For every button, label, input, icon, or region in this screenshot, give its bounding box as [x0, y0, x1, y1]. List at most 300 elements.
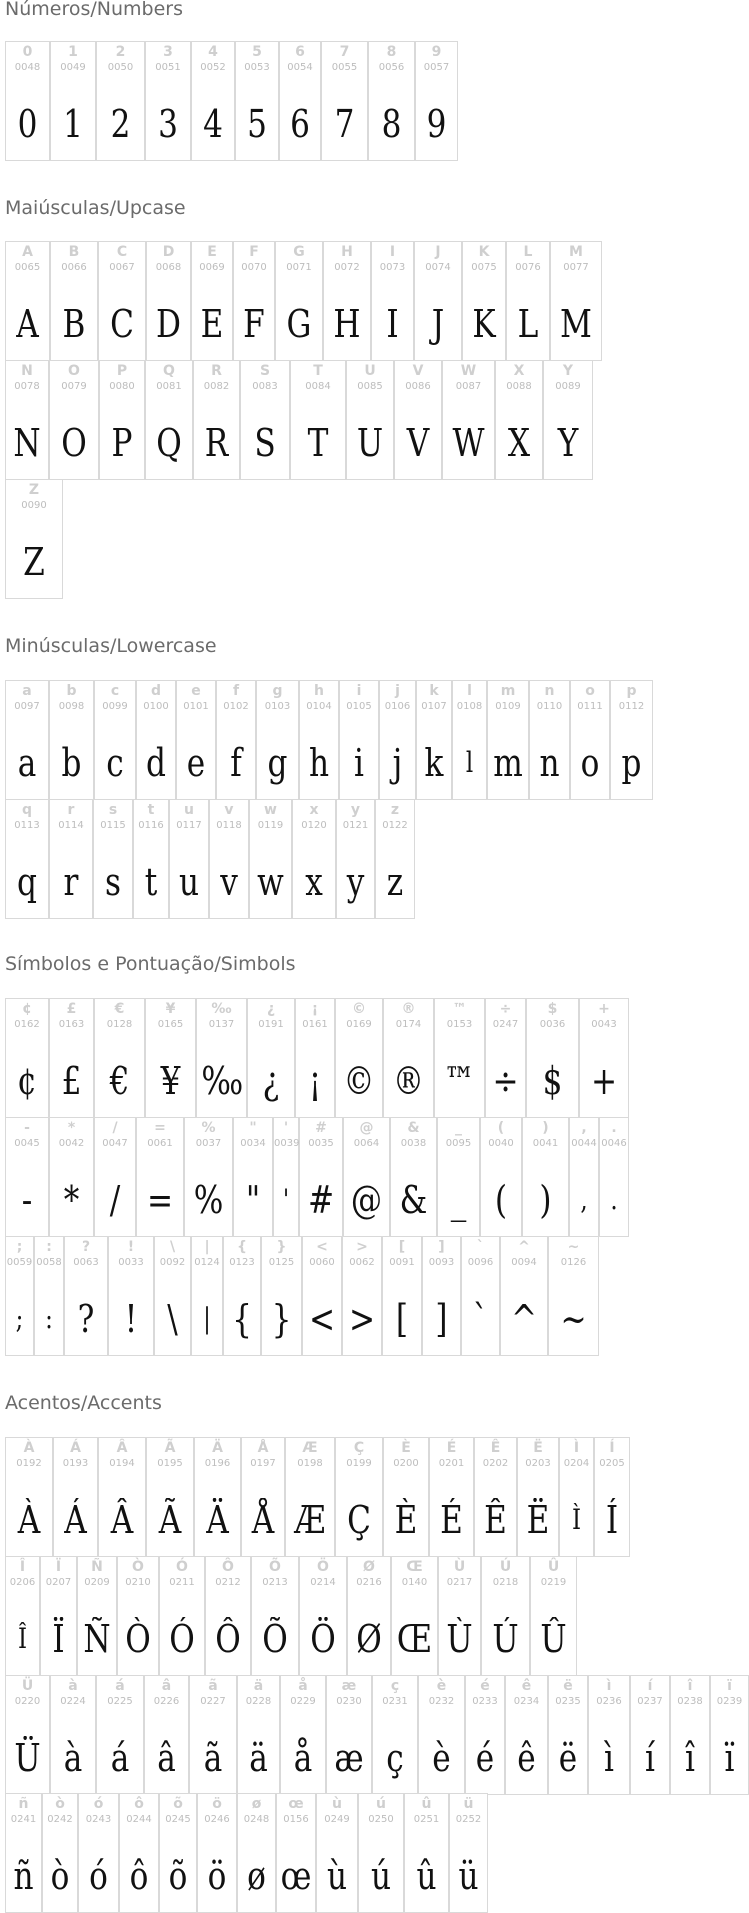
glyph-sample: ™: [443, 1059, 476, 1103]
glyph-cell: [335, 998, 383, 1118]
glyph-sample: k: [424, 741, 444, 785]
glyph-code: 0225: [107, 1696, 133, 1707]
glyph-cell: [94, 998, 145, 1118]
glyph-code: 0198: [297, 1458, 323, 1469]
glyph-code: 0091: [389, 1257, 415, 1268]
glyph-code: 0112: [618, 701, 645, 712]
glyph-code: 0084: [305, 381, 331, 392]
glyph-cell: [372, 1675, 418, 1795]
glyph-cell: [145, 41, 191, 161]
glyph-sample: â: [157, 1736, 176, 1780]
glyph-sample: Ä: [206, 1498, 229, 1542]
glyph-sample: 3: [158, 102, 178, 146]
glyph-label: I: [389, 244, 396, 260]
glyph-code: 0119: [257, 820, 284, 831]
glyph-cell: [358, 1793, 404, 1913]
glyph-cell: [505, 1675, 548, 1795]
glyph-sample: #: [307, 1178, 335, 1222]
glyph-sample: Ï: [52, 1617, 65, 1661]
glyph-cell: [98, 241, 146, 361]
glyph-label: %: [201, 1120, 216, 1136]
glyph-sample: Ö: [310, 1617, 336, 1661]
glyph-label: Ì: [573, 1440, 580, 1456]
glyph-label: è: [436, 1678, 447, 1694]
glyph-cell: [500, 1236, 548, 1356]
glyph-cell: [49, 799, 93, 919]
glyph-label: œ: [288, 1796, 304, 1812]
glyph-label: à: [68, 1678, 78, 1694]
glyph-label: Ú: [499, 1559, 512, 1575]
glyph-sample: {: [232, 1297, 252, 1341]
glyph-cell: [438, 1556, 481, 1676]
section-title: Acentos/Accents: [5, 1392, 162, 1414]
glyph-code: 0239: [716, 1696, 743, 1707]
glyph-sample: Â: [110, 1498, 134, 1542]
glyph-cell: [133, 799, 169, 919]
glyph-cell: [485, 998, 526, 1118]
glyph-code: 0128: [106, 1019, 133, 1030]
glyph-sample: B: [62, 302, 86, 346]
glyph-label: Æ: [302, 1440, 318, 1456]
glyph-sample: ~: [560, 1297, 587, 1341]
glyph-sample: Z: [23, 540, 45, 584]
glyph-cell: [275, 241, 323, 361]
glyph-label: p: [626, 683, 637, 699]
glyph-sample: /: [109, 1178, 121, 1222]
glyph-label: Q: [163, 363, 175, 379]
glyph-code: 0218: [492, 1577, 519, 1588]
glyph-code: 0213: [262, 1577, 288, 1588]
glyph-cell: [416, 680, 452, 800]
glyph-code: 0194: [109, 1458, 135, 1469]
glyph-sample: 2: [110, 102, 131, 146]
glyph-sample: ": [245, 1178, 261, 1222]
glyph-sample: @: [350, 1178, 383, 1222]
glyph-sample: ó: [89, 1854, 108, 1898]
glyph-sample: Ë: [526, 1498, 550, 1542]
glyph-sample: w: [257, 860, 284, 904]
glyph-cell: [290, 360, 346, 480]
glyph-code: 0205: [599, 1458, 625, 1469]
glyph-cell: [506, 241, 550, 361]
glyph-sample: _: [450, 1178, 467, 1222]
glyph-label: Á: [70, 1440, 81, 1456]
glyph-cell: [5, 1236, 34, 1356]
glyph-cell: [550, 241, 602, 361]
glyph-code: 0121: [342, 820, 369, 831]
glyph-cell: [570, 680, 610, 800]
glyph-cell: [237, 1675, 280, 1795]
glyph-sample: \: [167, 1297, 178, 1341]
glyph-code: 0088: [506, 381, 532, 392]
glyph-sample: å: [293, 1736, 313, 1780]
glyph-cell: [136, 1117, 184, 1237]
glyph-code: 0110: [536, 701, 563, 712]
glyph-sample: ø: [247, 1854, 266, 1898]
glyph-label: ì: [606, 1678, 612, 1694]
glyph-sample: Ç: [347, 1498, 371, 1542]
glyph-code: 0035: [308, 1138, 334, 1149]
glyph-sample: p: [621, 741, 642, 785]
glyph-code: 0090: [21, 500, 47, 511]
glyph-code: 0054: [287, 62, 313, 73]
glyph-sample: z: [386, 860, 404, 904]
glyph-cell: [5, 998, 49, 1118]
glyph-label: -: [24, 1120, 30, 1136]
glyph-cell: [94, 1117, 136, 1237]
glyph-code: 0201: [438, 1458, 465, 1469]
glyph-code: 0033: [118, 1257, 144, 1268]
glyph-cell: [34, 1236, 64, 1356]
glyph-code: 0073: [379, 262, 406, 273]
glyph-sample: .: [610, 1183, 618, 1216]
glyph-code: 0224: [60, 1696, 86, 1707]
glyph-sample: õ: [168, 1854, 188, 1898]
glyph-cell: [452, 680, 487, 800]
glyph-cell: [280, 1675, 326, 1795]
glyph-sample: Œ: [396, 1617, 433, 1661]
glyph-code: 0120: [301, 820, 327, 831]
glyph-cell: [462, 241, 506, 361]
glyph-sample: È: [394, 1498, 418, 1542]
glyph-code: 0038: [400, 1138, 427, 1149]
glyph-sample: m: [493, 741, 523, 785]
glyph-cell: [197, 1793, 237, 1913]
glyph-label: R: [211, 363, 222, 379]
glyph-code: 0055: [331, 62, 358, 73]
glyph-sample: Q: [156, 421, 182, 465]
glyph-label: À: [23, 1440, 35, 1456]
glyph-cell: [434, 998, 485, 1118]
glyph-code: 0093: [428, 1257, 455, 1268]
glyph-cell: [437, 1117, 480, 1237]
glyph-code: 0252: [455, 1814, 482, 1825]
glyph-label: E: [207, 244, 217, 260]
glyph-cell: [5, 1556, 40, 1676]
glyph-label: É: [446, 1440, 457, 1456]
glyph-label: ó: [93, 1796, 104, 1812]
glyph-cell: [93, 799, 133, 919]
glyph-label: ]: [438, 1239, 445, 1255]
glyph-cell: [235, 41, 279, 161]
glyph-code: 0214: [310, 1577, 336, 1588]
glyph-code: 0062: [349, 1257, 375, 1268]
glyph-sample: G: [286, 302, 312, 346]
glyph-cell: [50, 41, 96, 161]
glyph-label: {: [237, 1239, 247, 1255]
glyph-label: ,: [581, 1120, 587, 1136]
glyph-code: 0053: [244, 62, 270, 73]
glyph-code: 0051: [155, 62, 181, 73]
glyph-code: 0230: [336, 1696, 362, 1707]
glyph-code: 0153: [446, 1019, 473, 1030]
glyph-cell: [78, 1793, 119, 1913]
glyph-sample: Í: [605, 1498, 619, 1542]
glyph-code: 0058: [36, 1257, 62, 1268]
glyph-cell: [196, 998, 247, 1118]
glyph-cell: [98, 1437, 146, 1557]
glyph-sample: :: [45, 1302, 53, 1335]
glyph-label: j: [395, 683, 400, 699]
glyph-label: 0: [22, 44, 33, 60]
glyph-sample: Ñ: [83, 1617, 111, 1661]
glyph-code: 0047: [102, 1138, 128, 1149]
glyph-label: L: [523, 244, 533, 260]
glyph-code: 0075: [471, 262, 497, 273]
glyph-cell: [391, 1556, 438, 1676]
glyph-code: 0231: [382, 1696, 408, 1707]
glyph-code: 0217: [446, 1577, 473, 1588]
glyph-cell: [194, 1437, 241, 1557]
glyph-code: 0067: [109, 262, 135, 273]
glyph-code: 0245: [165, 1814, 191, 1825]
glyph-sample: 7: [334, 102, 355, 146]
glyph-label: c: [110, 683, 120, 699]
glyph-label: Z: [28, 482, 40, 498]
glyph-label: >: [356, 1239, 368, 1255]
glyph-sample: 6: [290, 102, 310, 146]
glyph-sample: d: [146, 741, 166, 785]
glyph-cell: [326, 1675, 372, 1795]
glyph-cell: [249, 799, 292, 919]
glyph-cell: [543, 360, 593, 480]
glyph-label: C: [116, 244, 128, 260]
glyph-sample: =: [146, 1178, 174, 1222]
glyph-cell: [191, 241, 233, 361]
glyph-sample: 4: [203, 102, 223, 146]
glyph-cell: [336, 799, 375, 919]
glyph-cell: [339, 680, 379, 800]
glyph-cell: [276, 1793, 316, 1913]
glyph-code: 0101: [183, 701, 209, 712]
glyph-label: h: [314, 683, 324, 699]
glyph-cell: [40, 1556, 77, 1676]
glyph-code: 0235: [555, 1696, 581, 1707]
glyph-sample: E: [200, 302, 224, 346]
glyph-code: 0118: [216, 820, 242, 831]
glyph-cell: [146, 241, 191, 361]
glyph-code: 0081: [156, 381, 182, 392]
glyph-label: é: [480, 1678, 490, 1694]
glyph-code: 0086: [405, 381, 431, 392]
glyph-sample: ©: [343, 1059, 375, 1103]
glyph-sample: ä: [249, 1736, 268, 1780]
glyph-sample: (: [494, 1178, 508, 1222]
glyph-code: 0216: [356, 1577, 382, 1588]
glyph-cell: [49, 680, 94, 800]
glyph-label: Ï: [55, 1559, 62, 1575]
glyph-sample: ê: [517, 1736, 536, 1780]
glyph-code: 0103: [264, 701, 291, 712]
glyph-sample: ?: [77, 1297, 95, 1341]
glyph-label: a: [22, 683, 32, 699]
glyph-cell: [371, 241, 414, 361]
glyph-sample: x: [305, 860, 323, 904]
glyph-label: P: [116, 363, 128, 379]
glyph-label: Û: [547, 1559, 560, 1575]
glyph-sample: I: [386, 302, 399, 346]
glyph-code: 0077: [563, 262, 589, 273]
glyph-cell: [64, 1236, 108, 1356]
glyph-label: Ô: [222, 1559, 234, 1575]
glyph-code: 0228: [245, 1696, 272, 1707]
glyph-code: 0056: [378, 62, 405, 73]
glyph-sample: ï: [724, 1736, 735, 1780]
glyph-sample: l: [465, 746, 474, 779]
glyph-code: 0115: [100, 820, 126, 831]
glyph-label: È: [401, 1440, 411, 1456]
glyph-sample: û: [416, 1854, 437, 1898]
glyph-cell: [442, 360, 495, 480]
glyph-sample: 8: [381, 102, 402, 146]
glyph-cell: [99, 360, 145, 480]
glyph-code: 0074: [425, 262, 451, 273]
glyph-label: ú: [376, 1796, 386, 1812]
glyph-cell: [5, 241, 50, 361]
glyph-code: 0087: [455, 381, 482, 392]
glyph-sample: H: [333, 302, 361, 346]
glyph-cell: [5, 479, 63, 599]
glyph-label: £: [66, 1001, 77, 1017]
glyph-cell: [145, 998, 196, 1118]
glyph-cell: [193, 360, 240, 480]
glyph-cell: [5, 680, 49, 800]
glyph-label: k: [429, 683, 439, 699]
glyph-cell: [335, 1437, 383, 1557]
glyph-code: 0069: [199, 262, 225, 273]
glyph-cell: [50, 241, 98, 361]
glyph-label: 7: [339, 44, 350, 60]
glyph-sample: ã: [203, 1736, 223, 1780]
glyph-code: 0082: [203, 381, 230, 392]
glyph-label: ç: [390, 1678, 400, 1694]
glyph-cell: [404, 1793, 449, 1913]
glyph-cell: [241, 1437, 285, 1557]
glyph-sample: O: [61, 421, 87, 465]
glyph-code: 0232: [428, 1696, 455, 1707]
glyph-label: ¢: [22, 1001, 32, 1017]
glyph-sample: u: [178, 860, 200, 904]
glyph-label: o: [585, 683, 595, 699]
glyph-code: 0169: [346, 1019, 372, 1030]
glyph-code: 0156: [283, 1814, 309, 1825]
glyph-sample: Ù: [446, 1617, 473, 1661]
glyph-label: u: [184, 802, 194, 818]
glyph-code: 0076: [515, 262, 541, 273]
glyph-cell: [316, 1793, 358, 1913]
glyph-code: 0117: [176, 820, 202, 831]
glyph-cell: [529, 680, 570, 800]
glyph-cell: [273, 1117, 299, 1237]
glyph-sample: ]: [435, 1297, 448, 1341]
glyph-label: 8: [386, 44, 397, 60]
glyph-label: Ñ: [91, 1559, 103, 1575]
glyph-cell: [233, 241, 275, 361]
glyph-label: æ: [341, 1678, 357, 1694]
glyph-cell: [261, 1236, 302, 1356]
glyph-label: ^: [518, 1239, 530, 1255]
glyph-code: 0113: [14, 820, 40, 831]
glyph-code: 0197: [250, 1458, 276, 1469]
glyph-cell: [630, 1675, 670, 1795]
glyph-sample: ÷: [492, 1059, 519, 1103]
glyph-code: 0210: [125, 1577, 151, 1588]
glyph-code: 0242: [47, 1814, 73, 1825]
glyph-cell: [465, 1675, 505, 1795]
glyph-label: #: [315, 1120, 327, 1136]
glyph-label: i: [356, 683, 362, 699]
glyph-code: 0161: [302, 1019, 328, 1030]
glyph-code: 0251: [413, 1814, 440, 1825]
glyph-cell: [191, 1236, 223, 1356]
glyph-code: 0095: [445, 1138, 472, 1149]
glyph-code: 0196: [204, 1458, 231, 1469]
glyph-label: ï: [727, 1678, 732, 1694]
glyph-cell: [49, 998, 94, 1118]
glyph-sample: 5: [247, 102, 267, 146]
glyph-sample: ,: [580, 1183, 588, 1216]
glyph-cell: [50, 1675, 96, 1795]
glyph-cell: [347, 1556, 391, 1676]
glyph-code: 0116: [138, 820, 164, 831]
glyph-label: @: [359, 1120, 374, 1136]
glyph-code: 0098: [58, 701, 85, 712]
glyph-cell: [530, 1556, 577, 1676]
glyph-cell: [108, 1236, 154, 1356]
glyph-code: 0243: [85, 1814, 112, 1825]
glyph-sample: Ò: [125, 1617, 151, 1661]
glyph-label: .: [611, 1120, 617, 1136]
glyph-code: 0174: [395, 1019, 422, 1030]
glyph-label: Õ: [269, 1559, 281, 1575]
glyph-cell: [176, 680, 216, 800]
glyph-cell: [146, 1437, 194, 1557]
glyph-code: 0109: [495, 701, 521, 712]
glyph-label: å: [298, 1678, 308, 1694]
glyph-code: 0211: [169, 1577, 195, 1588]
glyph-sample: ®: [392, 1059, 425, 1103]
glyph-label: ?: [81, 1239, 91, 1255]
glyph-sample: N: [13, 421, 41, 465]
glyph-sample: æ: [334, 1736, 364, 1780]
glyph-cell: [5, 360, 49, 480]
glyph-cell: [382, 1236, 422, 1356]
glyph-label: x: [309, 802, 319, 818]
glyph-label: s: [108, 802, 118, 818]
glyph-label: 9: [431, 44, 442, 60]
glyph-cell: [342, 1236, 382, 1356]
glyph-sample: ¥: [160, 1059, 181, 1103]
glyph-cell: [233, 1117, 273, 1237]
glyph-sample: e: [186, 741, 206, 785]
glyph-label: Ü: [21, 1678, 34, 1694]
glyph-label: ¥: [165, 1001, 176, 1017]
glyph-label: B: [68, 244, 80, 260]
glyph-cell: [526, 998, 579, 1118]
glyph-cell: [117, 1556, 159, 1676]
glyph-code: 0072: [334, 262, 360, 273]
glyph-sample: ù: [326, 1854, 348, 1898]
glyph-code: 0191: [258, 1019, 284, 1030]
glyph-label: g: [272, 683, 283, 699]
glyph-code: 0162: [14, 1019, 40, 1030]
glyph-label: Â: [116, 1440, 128, 1456]
glyph-code: 0125: [268, 1257, 295, 1268]
section-title: Minúsculas/Lowercase: [5, 635, 217, 657]
glyph-cell: [285, 1437, 335, 1557]
glyph-sample: t: [144, 860, 158, 904]
glyph-sample: !: [124, 1297, 138, 1341]
